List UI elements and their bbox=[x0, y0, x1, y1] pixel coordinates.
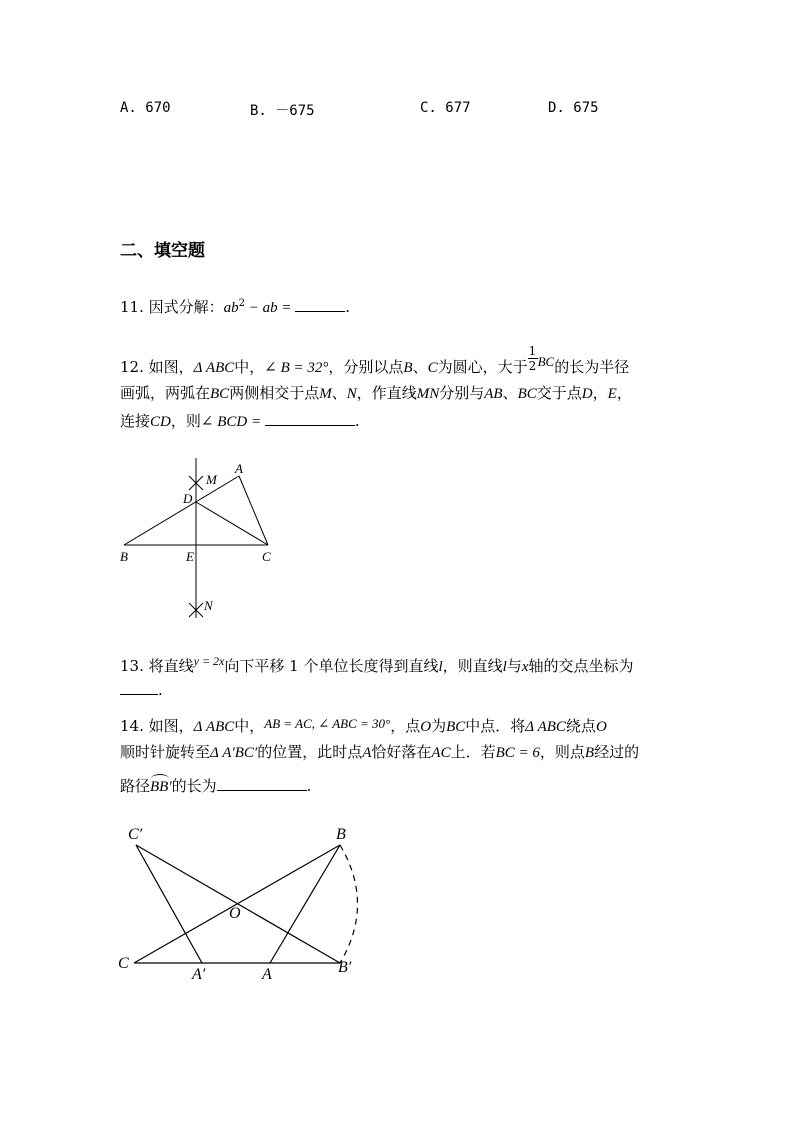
q14-arc-bb: BB′ bbox=[150, 779, 172, 796]
option-a: A. 670 bbox=[120, 100, 171, 116]
fig1-label-d: D bbox=[183, 491, 193, 506]
q12-point: C bbox=[427, 360, 438, 376]
question-12-line-3: 连接CD，则∠ BCD = . bbox=[120, 412, 360, 430]
question-13-line-1: 13. 将直线$^{y = 2x}$向下平移 1 个单位长度得到直线l，则直线l与x轴的交点坐标为 bbox=[120, 654, 634, 675]
question-13-line-2: . bbox=[120, 680, 163, 699]
fig1-label-n: N bbox=[204, 598, 213, 613]
q12-text: 的长为半径 bbox=[554, 358, 630, 376]
fig2-label-b: B bbox=[336, 826, 346, 843]
fig2-label-o: O bbox=[229, 905, 241, 922]
q11-expr: ab bbox=[223, 300, 239, 316]
section-title: 二、填空题 bbox=[120, 241, 205, 261]
fig2-label-a: A bbox=[262, 966, 272, 983]
q12-text: ，分别以点 bbox=[328, 358, 404, 376]
q11-text: 因式分解： bbox=[148, 298, 224, 316]
segment-c1a1 bbox=[136, 845, 202, 963]
question-12-line-2: 画弧，两弧在BC两侧相交于点M、N，作直线MN分别与AB、BC交于点D，E， bbox=[120, 384, 632, 402]
q11-number: 11. bbox=[120, 298, 144, 316]
q11-sup: 2 bbox=[238, 298, 246, 309]
fig2-label-b-prime: B′ bbox=[338, 959, 352, 976]
q13-expr: y = 2x bbox=[193, 654, 225, 668]
segment-ba bbox=[270, 845, 340, 963]
fig1-label-e: E bbox=[186, 549, 194, 564]
q12-text: 为圆心，大于 bbox=[437, 358, 528, 376]
question-14-line-1: 14. 如图，Δ ABC中，AB = AC, ∠ ABC = 30°，点O为BC中点．将Δ ABC绕点O bbox=[120, 716, 607, 735]
option-b: B. －675 bbox=[250, 103, 315, 119]
option-c: C. 677 bbox=[420, 100, 471, 116]
q12-segment: BC bbox=[537, 354, 555, 369]
q11-expr-rest: − ab = bbox=[245, 300, 296, 316]
fig2-label-c-prime: C′ bbox=[128, 826, 143, 843]
fig2-label-c: C bbox=[118, 955, 129, 972]
question-14-line-3: 路径 BB′的长为 . bbox=[120, 775, 311, 796]
q14-condition: AB = AC, ∠ ABC = 30° bbox=[264, 716, 391, 731]
q12-text: 中， bbox=[234, 358, 265, 376]
fig1-label-b: B bbox=[120, 549, 128, 564]
q12-angle: ∠ B = 32° bbox=[264, 360, 329, 376]
q12-text: 12. 如图， bbox=[120, 358, 194, 376]
q12-triangle: Δ ABC bbox=[193, 360, 235, 376]
fig1-label-c: C bbox=[262, 549, 271, 564]
fig1-label-m: M bbox=[206, 472, 217, 487]
question-14-line-2: 顺时针旋转至Δ A′BC′的位置，此时点A恰好落在AC上．若BC = 6，则点B经过的 bbox=[120, 743, 640, 761]
q12-text: 、 bbox=[412, 358, 428, 376]
fig2-label-a-prime: A′ bbox=[192, 966, 206, 983]
fig1-label-a: A bbox=[235, 461, 243, 476]
option-d: D. 675 bbox=[548, 100, 599, 116]
q12-point: B bbox=[403, 360, 413, 376]
q11-end: . bbox=[345, 298, 351, 316]
arc-bb1 bbox=[340, 845, 358, 963]
q12-fraction: $\frac{1}{2}$ bbox=[528, 344, 537, 373]
